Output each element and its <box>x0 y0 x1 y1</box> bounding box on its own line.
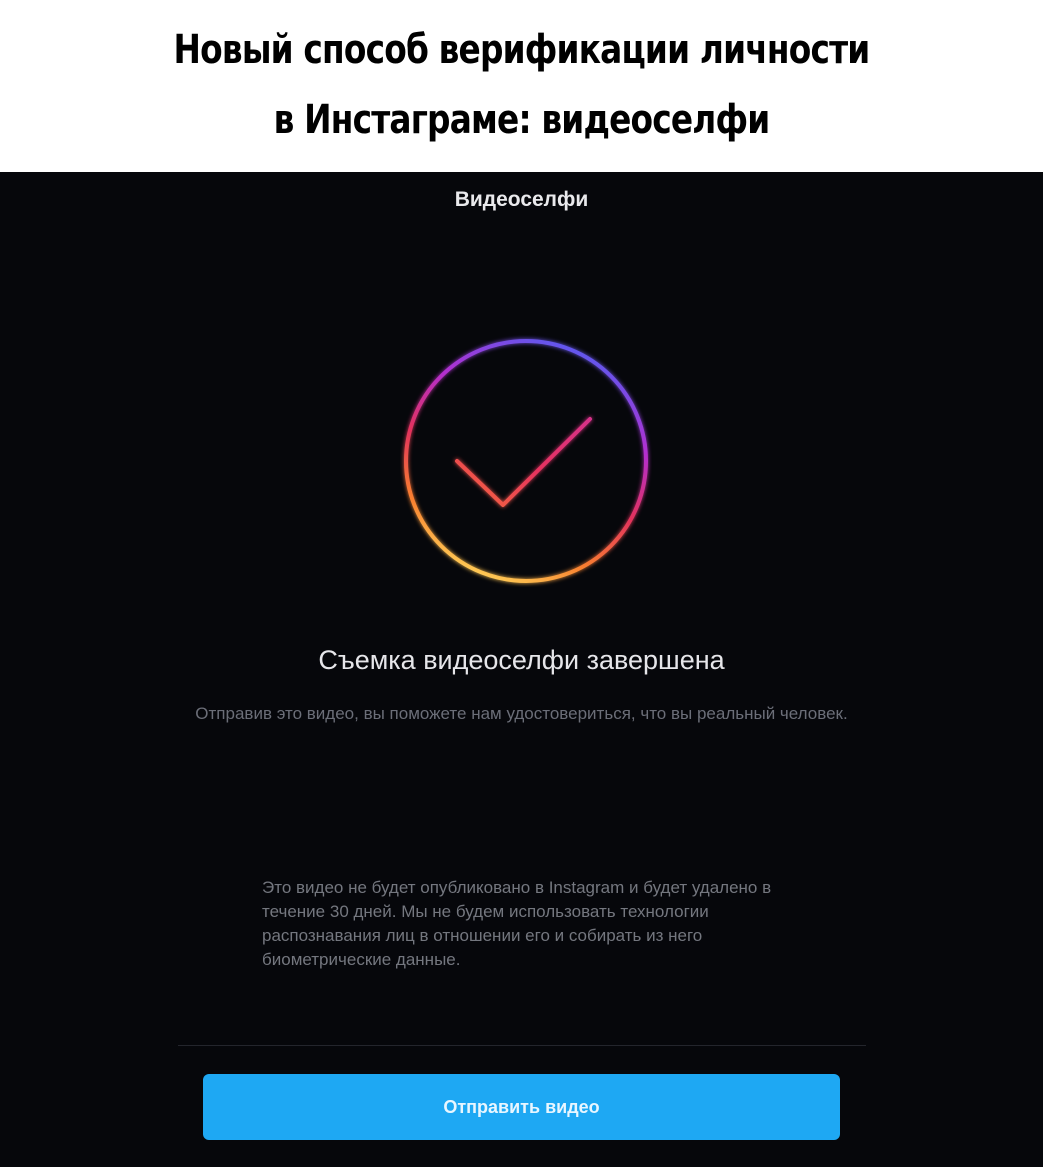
divider <box>178 1045 866 1046</box>
page-title: Видеоселфи <box>454 188 589 211</box>
privacy-notice: Это видео не будет опубликовано в Instagram и будет удалено в течение 30 дней. Мы не будем использовать технологии распознавания лиц в отношении его и собирать из него биометрические данные. <box>262 878 772 969</box>
send-video-button[interactable]: Отправить видео <box>203 1074 840 1140</box>
check-circle-icon <box>400 335 652 587</box>
headline-banner <box>0 0 1043 172</box>
headline-line-1: Новый способ верификации личности <box>173 27 870 73</box>
app-screen <box>0 172 1043 1167</box>
completion-title: Съемка видеоселфи завершена <box>318 645 725 675</box>
completion-subtitle: Отправив это видео, вы поможете нам удостовериться, что вы реальный человек. <box>195 704 848 723</box>
headline-line-2: в Инстаграме: видеоселфи <box>273 97 770 143</box>
